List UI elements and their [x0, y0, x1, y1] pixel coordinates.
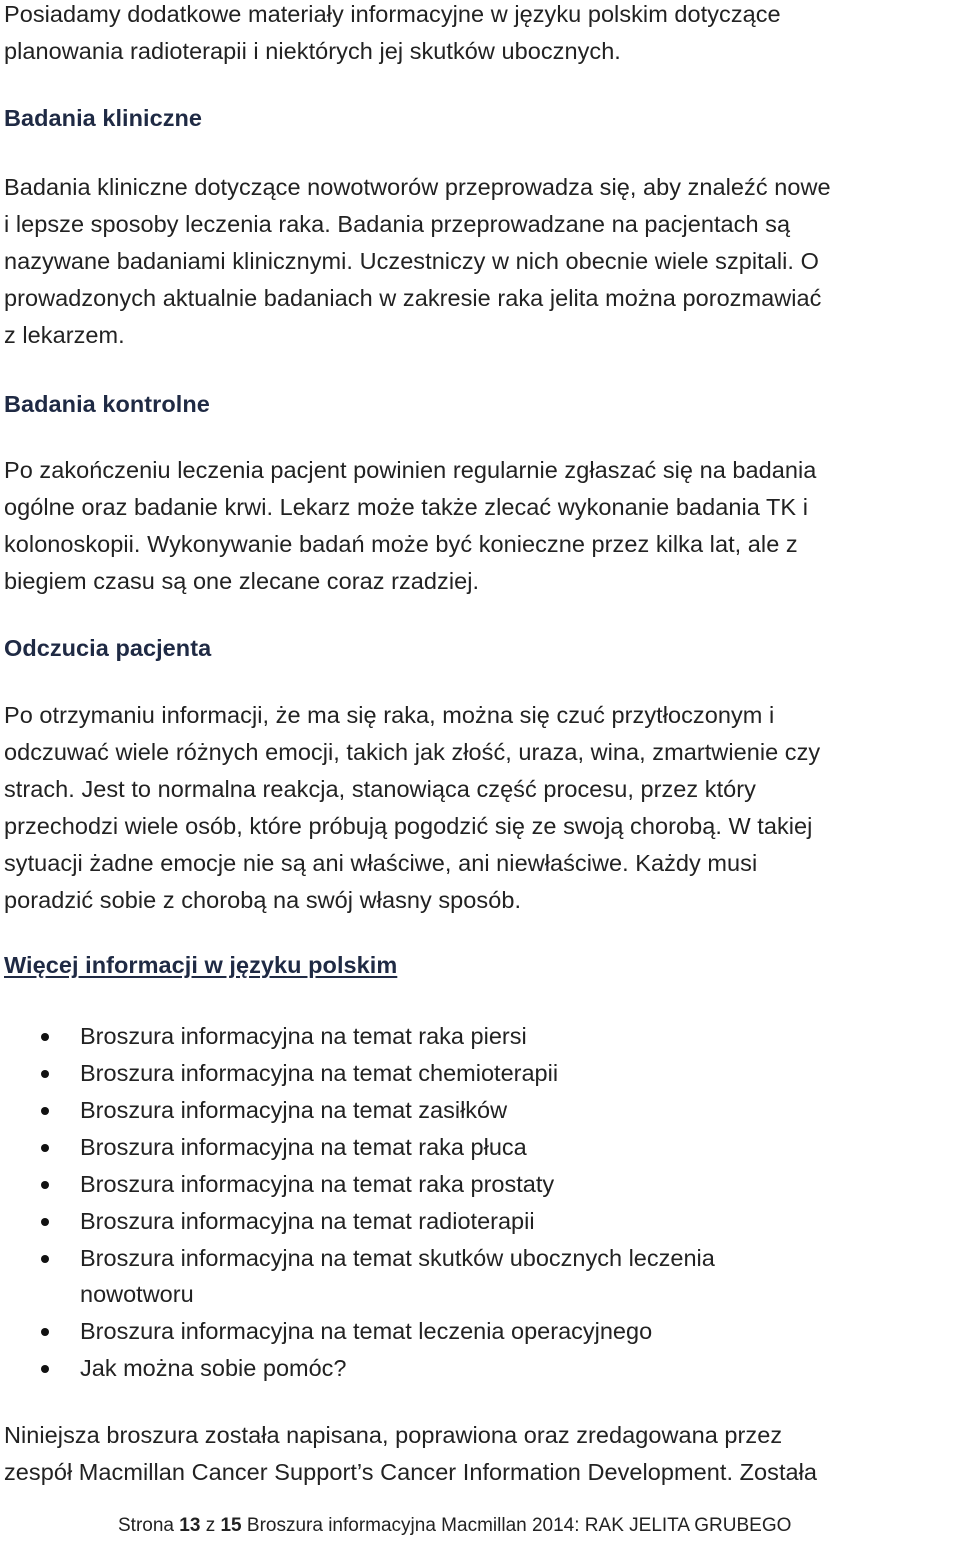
- bullet-icon: [41, 1144, 49, 1152]
- paragraph-line: Badania kliniczne dotyczące nowotworów przeprowadza się, aby znaleźć nowe: [4, 174, 831, 200]
- paragraph-line: i lepsze sposoby leczenia raka. Badania przeprowadzane na pacjentach są: [4, 211, 791, 237]
- list-item-label: Broszura informacyjna na temat raka piersi: [80, 1023, 527, 1049]
- intro-line: Posiadamy dodatkowe materiały informacyjne w języku polskim dotyczące: [4, 1, 781, 27]
- bullet-icon: [41, 1107, 49, 1115]
- paragraph-line: Niniejsza broszura została napisana, poprawiona oraz zredagowana przez: [4, 1422, 783, 1448]
- footer-prefix: Strona: [118, 1515, 174, 1536]
- footer-of: z: [205, 1515, 216, 1536]
- list-item-label: Broszura informacyjna na temat leczenia operacyjnego: [80, 1318, 653, 1344]
- list-item-label: Broszura informacyjna na temat chemioterapii: [80, 1060, 559, 1086]
- bullet-icon: [41, 1070, 49, 1078]
- bullet-icon: [41, 1181, 49, 1189]
- paragraph-line: odczuwać wiele różnych emocji, takich jak złość, uraza, wina, zmartwienie czy: [4, 739, 821, 765]
- list-item-label: Jak można sobie pomóc?: [80, 1355, 347, 1381]
- paragraph-line: kolonoskopii. Wykonywanie badań może być konieczne przez kilka lat, ale z: [4, 531, 798, 557]
- footer-title: Broszura informacyjna Macmillan 2014: RAK JELITA GRUBEGO: [246, 1515, 792, 1536]
- list-item-label: Broszura informacyjna na temat raka prostaty: [80, 1171, 555, 1197]
- bullet-icon: [41, 1255, 49, 1263]
- paragraph-line: nazywane badaniami klinicznymi. Uczestniczy w nich obecnie wiele szpitali. O: [4, 248, 819, 274]
- paragraph-line: Po zakończeniu leczenia pacjent powinien regularnie zgłaszać się na badania: [4, 457, 817, 483]
- list-item-label: Broszura informacyjna na temat skutków ubocznych leczenia: [80, 1245, 715, 1271]
- paragraph-line: prowadzonych aktualnie badaniach w zakresie raka jelita można porozmawiać: [4, 285, 822, 311]
- paragraph-line: biegiem czasu są one zlecane coraz rzadziej.: [4, 568, 480, 594]
- section-heading-followup: Badania kontrolne: [4, 391, 210, 417]
- footer-page-number: 13: [179, 1515, 201, 1536]
- intro-line: planowania radioterapii i niektórych jej skutków ubocznych.: [4, 38, 621, 64]
- list-item-label: Broszura informacyjna na temat zasiłków: [80, 1097, 508, 1123]
- section-heading-clinical-trials: Badania kliniczne: [4, 105, 203, 131]
- paragraph-line: ogólne oraz badanie krwi. Lekarz może także zlecać wykonanie badania TK i: [4, 494, 808, 520]
- paragraph-line: Po otrzymaniu informacji, że ma się raka, można się czuć przytłoczonym i: [4, 702, 775, 728]
- list-item-label-continued: nowotworu: [80, 1281, 194, 1307]
- page-footer: [118, 1514, 791, 1538]
- paragraph-line: z lekarzem.: [4, 322, 125, 348]
- section-heading-more-info: Więcej informacji w języku polskim: [4, 952, 398, 978]
- paragraph-line: poradzić sobie z chorobą na swój własny sposób.: [4, 887, 522, 913]
- paragraph-line: sytuacji żadne emocje nie są ani właściwe, ani niewłaściwe. Każdy musi: [4, 850, 758, 876]
- list-item-label: Broszura informacyjna na temat raka płuca: [80, 1134, 527, 1160]
- list-item-label: Broszura informacyjna na temat radioterapii: [80, 1208, 535, 1234]
- bullet-icon: [41, 1328, 49, 1336]
- paragraph-line: zespół Macmillan Cancer Support’s Cancer Information Development. Została: [4, 1459, 818, 1485]
- bullet-icon: [41, 1218, 49, 1226]
- bullet-icon: [41, 1033, 49, 1041]
- paragraph-line: przechodzi wiele osób, które próbują pogodzić się ze swoją chorobą. W takiej: [4, 813, 813, 839]
- paragraph-line: strach. Jest to normalna reakcja, stanowiąca część procesu, przez który: [4, 776, 756, 802]
- footer-total-pages: 15: [220, 1515, 242, 1536]
- section-heading-feelings: Odczucia pacjenta: [4, 635, 212, 661]
- bullet-icon: [41, 1365, 49, 1373]
